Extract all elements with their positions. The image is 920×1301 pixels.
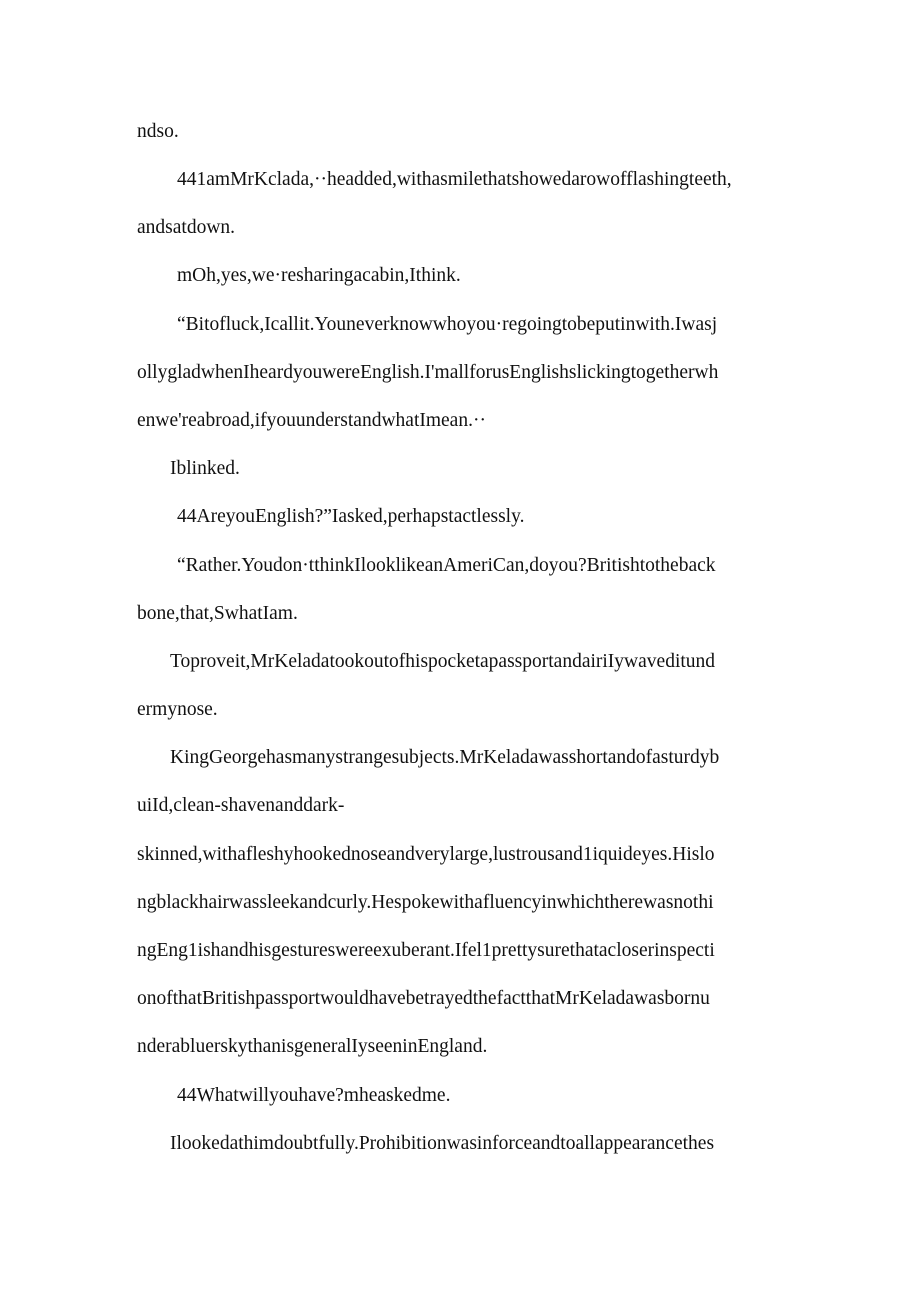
text-line-9: 44AreyouEnglish?”Iasked,perhapstactlessly. <box>177 506 525 527</box>
text-line-3: andsatdown. <box>137 217 236 238</box>
text-line-7: enwe'reabroad,ifyouunderstandwhatImean.·· <box>137 410 486 431</box>
text-line-14: KingGeorgehasmanystrangesubjects.MrKeladawasshortandofasturdyb <box>170 747 720 768</box>
text-line-10: “Rather.Youdon·tthinkIlooklikeanAmeriCan,doyou?Britishtotheback <box>177 555 716 576</box>
text-line-8: Iblinked. <box>170 458 240 479</box>
text-line-15: uiId,clean-shavenanddark- <box>137 795 345 816</box>
text-line-19: onofthatBritishpassportwouldhavebetrayedthefactthatMrKeladawasbornu <box>137 988 710 1009</box>
text-line-20: nderabluerskythanisgeneralIyseeninEngland. <box>137 1036 488 1057</box>
text-line-1: ndso. <box>137 121 179 142</box>
text-line-16: skinned,withafleshyhookednoseandverylarge,lustrousand1iquideyes.Hislo <box>137 844 715 865</box>
text-line-17: ngblackhairwassleekandcurly.Hespokewithafluencyinwhichtherewasnothi <box>137 892 714 913</box>
text-line-22: Ilookedathimdoubtfully.Prohibitionwasinforceandtoallappearancethes <box>170 1133 715 1154</box>
text-line-13: ermynose. <box>137 699 218 720</box>
text-line-2: 441amMrKclada,··headded,withasmilethatshowedarowofflashingteeth, <box>177 169 732 190</box>
text-line-5: “Bitofluck,Icallit.Youneverknowwhoyou·regoingtobeputinwith.Iwasj <box>177 314 718 335</box>
text-line-6: ollygladwhenIheardyouwereEnglish.I'mallforusEnglishslickingtogetherwh <box>137 362 719 383</box>
text-line-11: bone,that,SwhatIam. <box>137 603 298 624</box>
text-line-18: ngEng1ishandhisgestureswereexuberant.Ifel1prettysurethatacloserinspecti <box>137 940 715 961</box>
text-line-21: 44Whatwillyouhave?mheaskedme. <box>177 1085 451 1106</box>
text-line-4: mOh,yes,we·resharingacabin,Ithink. <box>177 265 461 286</box>
text-line-12: Toproveit,MrKeladatookoutofhispocketapassportandairiIywaveditund <box>170 651 716 672</box>
